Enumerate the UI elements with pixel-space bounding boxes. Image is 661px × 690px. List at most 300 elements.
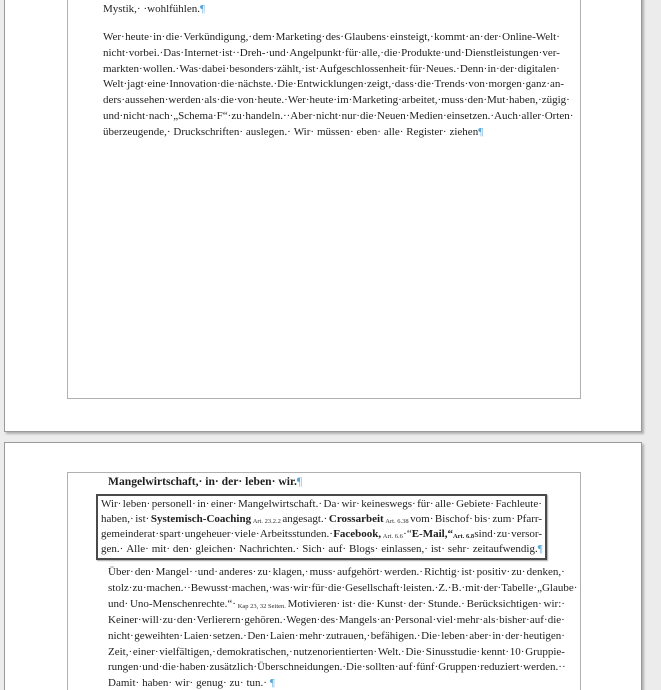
text-run: gemeinderat· xyxy=(101,527,160,540)
text-run: Tabelle· xyxy=(501,582,538,595)
text-run: zu· xyxy=(496,527,511,540)
text-run: und· xyxy=(269,46,290,59)
text-run: anderes· xyxy=(219,566,257,579)
text-word xyxy=(101,497,121,512)
text-word xyxy=(358,597,375,613)
text-word xyxy=(483,613,499,629)
text-word xyxy=(173,109,216,125)
text-run: Damit· xyxy=(108,677,140,690)
text-line xyxy=(103,2,560,18)
text-word xyxy=(143,2,205,18)
text-word xyxy=(480,660,523,676)
text-word xyxy=(447,109,494,125)
text-word xyxy=(435,77,469,93)
text-run: Neues.· xyxy=(425,62,460,75)
text-run: die· xyxy=(383,46,402,59)
text-word xyxy=(270,676,275,690)
text-word xyxy=(126,542,149,557)
text-run: zügig· xyxy=(541,94,570,107)
text-run: Die· xyxy=(345,661,366,674)
text-run: nach· xyxy=(148,110,174,123)
text-run: ·und· xyxy=(194,566,218,579)
text-run: ver- xyxy=(542,46,560,59)
reference-subscript: Art. 6.8 xyxy=(452,532,475,540)
text-run: geweihten· xyxy=(134,629,184,642)
text-word xyxy=(403,581,438,597)
bold-text: wir. xyxy=(278,475,297,488)
text-run: ist· xyxy=(222,46,237,59)
text-word xyxy=(497,527,511,542)
text-word xyxy=(367,77,395,93)
bold-text: der· xyxy=(221,475,243,488)
text-word xyxy=(195,542,236,557)
text-word xyxy=(258,93,288,109)
text-word xyxy=(197,613,245,629)
bold-text: Systemisch-Coaching xyxy=(150,512,252,525)
text-word xyxy=(537,581,577,597)
text-run: die· xyxy=(165,30,183,43)
text-run: Keiner· xyxy=(108,613,142,626)
text-word xyxy=(310,565,336,581)
text-word xyxy=(345,46,362,62)
pilcrow-mark: ¶ xyxy=(478,125,484,138)
text-run: ist· xyxy=(341,598,357,611)
text-word xyxy=(345,581,403,597)
text-word xyxy=(562,660,566,676)
text-line xyxy=(108,581,578,597)
text-word xyxy=(510,645,525,661)
text-word xyxy=(103,93,125,109)
bold-text: E-Mail,“ xyxy=(411,527,453,540)
text-run: Wer· xyxy=(287,94,310,107)
text-word xyxy=(103,62,143,78)
text-run: Wir· xyxy=(293,125,315,138)
text-run: „Glaube· xyxy=(537,582,578,595)
text-run: einer· xyxy=(210,497,237,510)
text-run: Gruppie- xyxy=(525,645,565,658)
text-run: aussehen· xyxy=(125,94,169,107)
text-run: tun.· xyxy=(246,677,267,690)
text-run: den· xyxy=(176,613,197,626)
paragraph-mystik[interactable] xyxy=(103,2,560,18)
text-run: und· xyxy=(444,46,465,59)
text-run: vom· xyxy=(410,512,434,525)
text-word xyxy=(518,62,560,78)
text-word xyxy=(272,581,293,597)
text-run: Kunst· xyxy=(376,598,407,611)
text-run: als· xyxy=(483,613,500,626)
text-line xyxy=(103,109,574,125)
text-word xyxy=(499,613,530,629)
text-run: Angelpunkt· xyxy=(289,46,345,59)
text-word xyxy=(416,660,438,676)
text-run: Stunde.· xyxy=(427,598,465,611)
text-run: klagen,· xyxy=(272,566,309,579)
text-run: nicht· xyxy=(123,110,149,123)
text-run: aber· xyxy=(469,629,492,642)
text-run: reduziert· xyxy=(480,661,524,674)
text-word xyxy=(288,597,341,613)
text-word xyxy=(103,2,141,18)
text-word xyxy=(196,676,227,690)
text-run: Laien· xyxy=(183,629,213,642)
text-word xyxy=(217,645,293,661)
text-run: an- xyxy=(550,78,565,91)
text-word xyxy=(229,62,277,78)
text-run: den· xyxy=(134,566,155,579)
text-word xyxy=(185,527,234,542)
text-run: Alle· xyxy=(126,542,149,555)
page-1[interactable] xyxy=(4,0,642,432)
text-run: vielfältigen,· xyxy=(159,645,216,658)
text-word xyxy=(316,109,342,125)
text-run: Marketing· xyxy=(352,94,402,107)
text-run: Motivieren· xyxy=(287,598,341,611)
text-run: die· xyxy=(220,78,238,91)
text-run: zu· xyxy=(132,582,147,595)
text-word xyxy=(273,565,309,581)
text-word xyxy=(239,542,299,557)
text-word xyxy=(147,581,188,597)
text-run: Welt.· xyxy=(377,645,405,658)
text-run: eben· xyxy=(356,125,381,138)
text-word xyxy=(377,109,409,125)
text-word xyxy=(184,629,213,645)
text-word xyxy=(162,660,179,676)
text-word xyxy=(101,542,123,557)
text-run: haben· xyxy=(142,677,172,690)
text-word xyxy=(487,93,509,109)
text-run: versor- xyxy=(511,527,542,540)
text-run: Die· xyxy=(277,78,297,91)
paragraph-online-marketing[interactable] xyxy=(103,30,574,141)
text-word xyxy=(257,660,346,676)
text-word xyxy=(270,629,299,645)
text-word xyxy=(108,613,142,629)
text-word xyxy=(492,512,515,527)
text-run: Verkündigung,· xyxy=(183,30,253,43)
text-run: einer· xyxy=(132,645,159,658)
text-run: für· xyxy=(311,582,328,595)
text-word xyxy=(222,474,243,490)
text-word xyxy=(378,645,405,661)
text-word xyxy=(123,497,150,512)
text-word xyxy=(173,125,243,141)
text-run: in· xyxy=(487,62,500,75)
text-word xyxy=(401,46,444,62)
text-word xyxy=(135,565,155,581)
text-run: der· xyxy=(408,598,427,611)
text-word xyxy=(153,30,165,46)
text-word xyxy=(435,497,455,512)
text-word xyxy=(409,62,426,78)
pilcrow-mark: ¶ xyxy=(200,3,205,15)
text-word xyxy=(220,93,237,109)
text-word xyxy=(129,46,164,62)
text-run: der· xyxy=(505,629,523,642)
text-word xyxy=(177,613,197,629)
text-word xyxy=(222,46,236,62)
text-word xyxy=(483,581,501,597)
text-run: mit· xyxy=(465,582,484,595)
text-run: Arbeitsstunden.· xyxy=(259,527,333,540)
text-word xyxy=(277,77,297,93)
text-word xyxy=(103,46,129,62)
text-run: Innovation· xyxy=(169,78,221,91)
boxed-paragraph-mangelwirtschaft[interactable] xyxy=(96,494,547,561)
text-word xyxy=(156,565,193,581)
text-word xyxy=(202,62,229,78)
text-word xyxy=(299,629,325,645)
text-word xyxy=(456,497,494,512)
text-run: der· xyxy=(483,30,502,43)
text-word xyxy=(426,645,480,661)
text-word xyxy=(381,542,428,557)
text-line xyxy=(101,497,542,512)
text-line xyxy=(108,660,565,676)
text-run: mehr· xyxy=(456,613,483,626)
text-word xyxy=(501,581,537,597)
text-word xyxy=(246,676,266,690)
text-word xyxy=(324,497,341,512)
text-run: leben· xyxy=(441,629,469,642)
text-run: wir:· xyxy=(543,598,565,611)
text-run: die· xyxy=(359,110,378,123)
pilcrow-mark: ¶ xyxy=(296,475,303,488)
pilcrow-mark: ¶ xyxy=(537,542,543,555)
page1-text-column[interactable] xyxy=(103,2,574,141)
text-word xyxy=(410,512,433,527)
text-word xyxy=(246,125,291,141)
text-word xyxy=(159,645,216,661)
text-run: kommt· xyxy=(434,30,469,43)
text-word xyxy=(163,613,177,629)
text-word xyxy=(460,62,488,78)
text-word xyxy=(445,46,465,62)
text-word xyxy=(108,597,128,613)
text-run: jagt· xyxy=(127,78,148,91)
text-run: Mangels· xyxy=(338,613,381,626)
text-word xyxy=(326,629,370,645)
text-run: ist· xyxy=(135,512,150,525)
text-word xyxy=(147,77,169,93)
text-word xyxy=(360,109,377,125)
text-word xyxy=(431,542,445,557)
text-run: einsteigt,· xyxy=(390,30,434,43)
text-run: dass· xyxy=(394,78,418,91)
text-word xyxy=(494,109,522,125)
text-word xyxy=(293,581,311,597)
text-word xyxy=(245,109,286,125)
text-word xyxy=(408,597,426,613)
text-word xyxy=(469,30,483,46)
text-run: wir· xyxy=(293,582,312,595)
text-run: besonders· xyxy=(229,62,278,75)
text-word xyxy=(108,474,202,490)
bold-text: in· xyxy=(205,475,219,488)
text-run: Online-Welt· xyxy=(502,30,560,43)
text-line xyxy=(101,512,542,527)
text-word xyxy=(395,77,418,93)
text-run: den· xyxy=(172,542,193,555)
text-run: arbeitet,· xyxy=(401,94,442,107)
reference-subscript: Kap 23, 32 Seiten. xyxy=(237,603,286,611)
text-line xyxy=(103,46,560,62)
text-run: Laien· xyxy=(269,629,299,642)
text-run: heute· xyxy=(125,30,153,43)
text-line xyxy=(108,474,566,490)
text-run: Fachleute· xyxy=(495,497,542,510)
text-run: rungen· xyxy=(108,661,143,674)
text-word xyxy=(305,62,319,78)
text-run: bisher· xyxy=(499,613,530,626)
text-run: die· xyxy=(327,582,346,595)
text-run: machen.· xyxy=(146,582,188,595)
text-word xyxy=(221,77,238,93)
text-word xyxy=(474,512,491,527)
text-run: die· xyxy=(162,661,180,674)
text-word xyxy=(205,474,219,490)
text-word xyxy=(424,565,460,581)
text-word xyxy=(103,30,125,46)
text-word xyxy=(179,62,201,78)
text-run: Blogs· xyxy=(348,542,379,555)
text-word xyxy=(231,109,245,125)
text-run: denken,· xyxy=(526,566,565,579)
text-word xyxy=(523,629,565,645)
text-run: Bischof· xyxy=(434,512,473,525)
text-run: Entwicklungen· xyxy=(296,78,367,91)
text-run: angesagt.· xyxy=(282,512,328,525)
text-run: ist· xyxy=(430,542,445,555)
text-run: in· xyxy=(492,629,505,642)
text-word xyxy=(269,46,289,62)
text-word xyxy=(523,660,562,676)
text-word xyxy=(294,125,314,141)
text-word xyxy=(509,93,542,109)
text-word xyxy=(468,77,488,93)
text-word xyxy=(169,77,220,93)
text-run: Denn· xyxy=(459,62,488,75)
text-run: Wir· xyxy=(101,497,122,510)
text-run: ist· xyxy=(305,62,320,75)
text-word xyxy=(399,660,417,676)
text-word xyxy=(187,581,232,597)
text-word xyxy=(127,77,147,93)
text-word xyxy=(417,77,434,93)
text-word xyxy=(168,93,204,109)
text-run: Mangel· xyxy=(155,566,193,579)
text-run: der· xyxy=(483,582,502,595)
text-line xyxy=(103,30,560,46)
text-word xyxy=(289,46,345,62)
text-word xyxy=(457,613,483,629)
text-word xyxy=(217,109,232,125)
text-run: handeln.· xyxy=(245,110,287,123)
text-run: setzen.· xyxy=(212,629,247,642)
text-word xyxy=(245,474,275,490)
text-line xyxy=(101,527,542,542)
text-run: ders· xyxy=(103,94,125,107)
text-word xyxy=(282,512,327,527)
text-word xyxy=(473,542,543,557)
text-run: werden.· xyxy=(384,566,423,579)
text-word xyxy=(108,645,132,661)
text-run: ·Bewusst· xyxy=(187,582,232,595)
text-word xyxy=(108,676,139,690)
text-run: 10· xyxy=(509,645,525,658)
text-run: den· xyxy=(467,94,488,107)
text-word xyxy=(180,660,210,676)
text-word xyxy=(238,597,286,614)
text-run: überzeugende,· xyxy=(103,125,171,138)
text-word xyxy=(435,512,473,527)
text-run: zu· xyxy=(231,110,246,123)
text-word xyxy=(545,109,574,125)
text-run: die· xyxy=(357,598,375,611)
heading-mangelwirtschaft[interactable] xyxy=(108,474,566,490)
text-word xyxy=(209,660,257,676)
text-word xyxy=(467,597,542,613)
text-word xyxy=(487,62,499,78)
text-word xyxy=(352,93,401,109)
text-run: nutzenorientierten· xyxy=(293,645,378,658)
text-word xyxy=(103,125,171,141)
text-run: Gesellschaft· xyxy=(345,582,404,595)
text-run: ungeheuer· xyxy=(184,527,235,540)
text-run: alle· xyxy=(383,125,404,138)
text-word xyxy=(461,565,475,581)
text-run: in· xyxy=(197,497,210,510)
text-run: zeigt,· xyxy=(366,78,395,91)
text-run: demokratischen,· xyxy=(216,645,293,658)
text-word xyxy=(384,565,423,581)
text-run: zeitaufwendig. xyxy=(472,542,538,555)
page-2[interactable] xyxy=(4,442,642,690)
text-word xyxy=(132,581,146,597)
text-word xyxy=(317,125,354,141)
text-run: genug· xyxy=(196,677,227,690)
text-word xyxy=(143,62,179,78)
text-run: wollen.· xyxy=(142,62,180,75)
text-word xyxy=(477,565,511,581)
text-word xyxy=(302,542,325,557)
text-run: Sinusstudie· xyxy=(425,645,481,658)
text-run: was· xyxy=(272,582,294,595)
text-run: von· xyxy=(468,78,489,91)
page2-text-column[interactable] xyxy=(96,474,578,690)
text-run: haben,· xyxy=(509,94,542,107)
text-word xyxy=(320,613,338,629)
text-word xyxy=(134,629,183,645)
text-word xyxy=(505,629,523,645)
text-run: Medien· xyxy=(409,110,447,123)
text-run: ·Aber· xyxy=(286,110,316,123)
text-word xyxy=(247,629,269,645)
text-word xyxy=(426,62,460,78)
text-run: einsetzen.· xyxy=(446,110,495,123)
text-run: viel· xyxy=(436,613,457,626)
text-word xyxy=(525,645,565,661)
text-word xyxy=(311,581,328,597)
text-word xyxy=(310,93,337,109)
paragraph-ueber-den-mangel[interactable] xyxy=(108,565,578,690)
text-run: Orten· xyxy=(544,110,574,123)
text-run: auf· xyxy=(328,542,347,555)
text-run: werden.· xyxy=(523,661,562,674)
text-run: machen,· xyxy=(231,582,273,595)
text-word xyxy=(481,645,509,661)
